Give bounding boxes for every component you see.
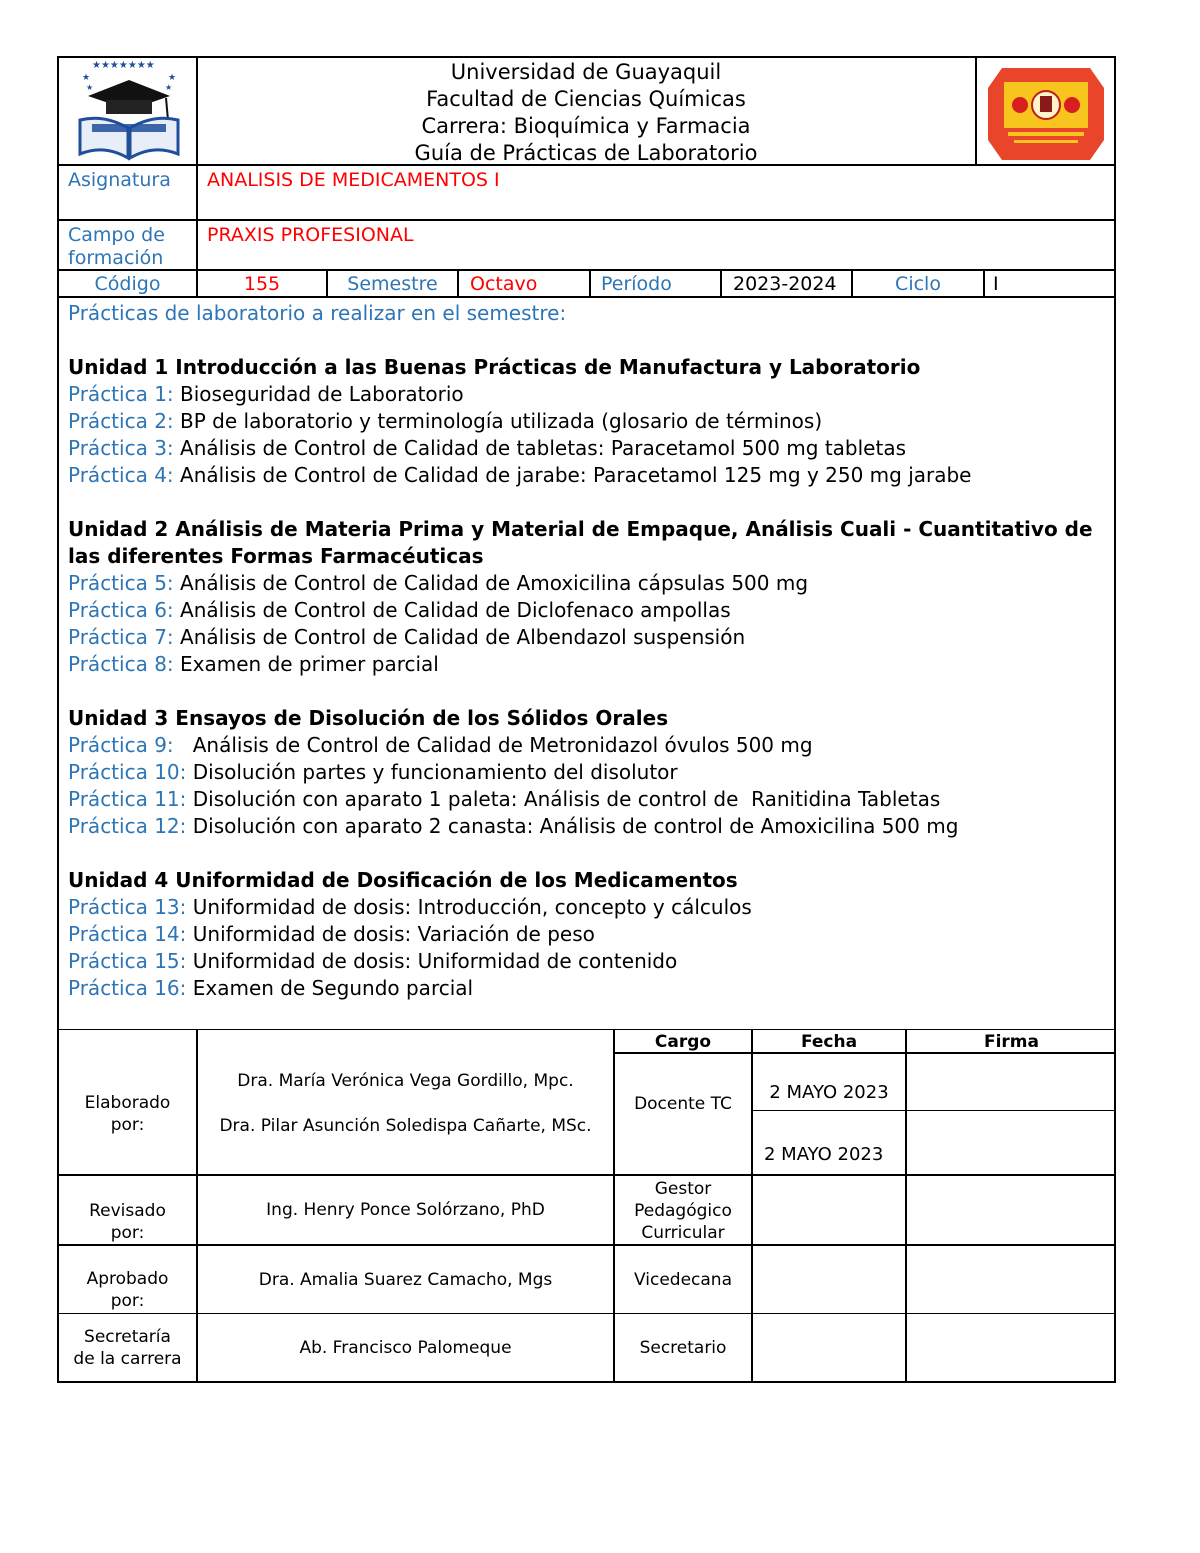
practice-text: Examen de primer parcial (173, 652, 439, 676)
list-item (68, 597, 1108, 624)
svg-text:★: ★ (82, 73, 91, 83)
revisado-cargo-line1: Gestor (654, 1179, 712, 1199)
list-item (68, 786, 1108, 813)
elaborado-label-line1: Elaborado (84, 1093, 171, 1113)
revisado-cargo (615, 1178, 751, 1244)
revisado-name: Ing. Henry Ponce Solórzano, PhD (266, 1200, 545, 1220)
practice-text: Análisis de Control de Calidad de Albendazol suspensión (173, 625, 746, 649)
practice-text: Examen de Segundo parcial (186, 976, 474, 1000)
practice-label: Práctica 13: (68, 895, 187, 919)
list-item (68, 732, 1108, 759)
practice-label: Práctica 3: (68, 436, 174, 460)
university-logo (70, 58, 188, 162)
practice-text: Uniformidad de dosis: Uniformidad de contenido (186, 949, 678, 973)
asignatura-bottom-rule (57, 219, 1116, 221)
svg-text:★: ★ (165, 83, 173, 92)
revisado-label-line2: por: (110, 1223, 145, 1243)
fecha-split-rule (751, 1110, 1116, 1111)
list-item (68, 462, 1108, 489)
practice-label: Práctica 4: (68, 463, 174, 487)
revisado-label (59, 1200, 196, 1244)
signoff-col-4 (905, 1029, 907, 1383)
list-item (68, 894, 1108, 921)
svg-text:★★★★★★★: ★★★★★★★ (92, 60, 155, 71)
aprobado-label (59, 1268, 196, 1312)
list-item (68, 570, 1108, 597)
faculty-logo (986, 68, 1106, 160)
practice-text: Disolución con aparato 2 canasta: Análisis de control de Amoxicilina 500 mg (186, 814, 959, 838)
col-header-fecha: Fecha (800, 1031, 858, 1052)
campo-label-line2: formación (68, 247, 164, 269)
codigo-divider-3 (589, 270, 591, 298)
list-item (68, 381, 1108, 408)
unit-2-heading-line1: Unidad 2 Análisis de Materia Prima y Material de Empaque, Análisis Cuali - Cuantitativo de (68, 517, 1093, 541)
codigo-value: 155 (243, 273, 281, 295)
list-item (68, 408, 1108, 435)
list-item (68, 975, 1108, 1002)
practice-label: Práctica 14: (68, 922, 187, 946)
revisado-cargo-line3: Curricular (641, 1223, 725, 1243)
practice-label: Práctica 12: (68, 814, 187, 838)
secretaria-label (59, 1326, 196, 1370)
practice-label: Práctica 6: (68, 598, 174, 622)
practices-intro: Prácticas de laboratorio a realizar en el semestre: (68, 301, 567, 325)
practice-label: Práctica 10: (68, 760, 187, 784)
practice-label: Práctica 1: (68, 382, 174, 406)
elaborado-names (198, 1070, 613, 1137)
elaborado-fecha-2: 2 MAYO 2023 (764, 1144, 884, 1165)
secretaria-label-line1: Secretaría (84, 1327, 171, 1347)
codigo-divider-2 (457, 270, 459, 298)
asignatura-label: Asignatura (68, 169, 171, 191)
unit-1-heading: Unidad 1 Introducción a las Buenas Prácticas de Manufactura y Laboratorio (68, 355, 921, 379)
elaborado-cargo: Docente TC (634, 1094, 732, 1114)
practice-label: Práctica 15: (68, 949, 187, 973)
header-divider-right (975, 56, 977, 166)
practice-label: Práctica 2: (68, 409, 174, 433)
list-item (68, 759, 1108, 786)
asignatura-value: ANALISIS DE MEDICAMENTOS I (207, 169, 500, 191)
elaborado-fecha-1: 2 MAYO 2023 (769, 1082, 889, 1103)
campo-label-line1: Campo de (68, 224, 165, 246)
col-header-firma: Firma (983, 1031, 1039, 1052)
revisado-cargo-line2: Pedagógico (634, 1201, 732, 1221)
elaborado-label-line2: por: (110, 1115, 145, 1135)
university-name: Universidad de Guayaquil (450, 60, 722, 84)
faculty-name: Facultad de Ciencias Químicas (426, 87, 746, 111)
practices-section (68, 300, 1108, 1002)
practice-text: Uniformidad de dosis: Introducción, concepto y cálculos (186, 895, 752, 919)
col-header-cargo: Cargo (654, 1031, 712, 1052)
guide-title: Guía de Prácticas de Laboratorio (414, 141, 758, 165)
secretaria-name: Ab. Francisco Palomeque (299, 1338, 512, 1358)
ciclo-value: I (993, 273, 999, 295)
list-item (68, 624, 1108, 651)
elaborado-name-1: Dra. María Verónica Vega Gordillo, Mpc. (237, 1071, 574, 1091)
practice-text: Análisis de Control de Calidad de tabletas: Paracetamol 500 mg tabletas (173, 436, 906, 460)
elaborado-label (59, 1092, 196, 1136)
practice-text: BP de laboratorio y terminología utilizada (glosario de términos) (173, 409, 823, 433)
practice-label: Práctica 16: (68, 976, 187, 1000)
list-item (68, 813, 1108, 840)
codigo-label: Código (94, 273, 161, 295)
list-item (68, 921, 1108, 948)
practice-text: Disolución partes y funcionamiento del disolutor (186, 760, 678, 784)
unit-4-heading: Unidad 4 Uniformidad de Dosificación de los Medicamentos (68, 868, 738, 892)
practice-text: Análisis de Control de Calidad de jarabe: Paracetamol 125 mg y 250 mg jarabe (173, 463, 972, 487)
practice-text: Disolución con aparato 1 paleta: Análisis de control de Ranitidina Tabletas (186, 787, 941, 811)
practice-label: Práctica 5: (68, 571, 174, 595)
practice-label: Práctica 9: (68, 733, 174, 757)
campo-value: PRAXIS PROFESIONAL (207, 224, 414, 246)
campo-bottom-rule (57, 269, 1116, 271)
codigo-divider-6 (983, 270, 985, 298)
revisado-label-line1: Revisado (89, 1201, 166, 1221)
codigo-bottom-rule (57, 296, 1116, 298)
practice-label: Práctica 7: (68, 625, 174, 649)
career-name: Carrera: Bioquímica y Farmacia (421, 114, 751, 138)
unit-3-heading: Unidad 3 Ensayos de Disolución de los Sólidos Orales (68, 706, 669, 730)
svg-text:★: ★ (168, 73, 177, 83)
practice-label: Práctica 11: (68, 787, 187, 811)
practice-label: Práctica 8: (68, 652, 174, 676)
ciclo-label: Ciclo (895, 273, 941, 295)
practice-text: Uniformidad de dosis: Variación de peso (186, 922, 595, 946)
aprobado-cargo: Vicedecana (634, 1269, 732, 1290)
secretaria-label-line2: de la carrera (73, 1349, 182, 1369)
secretaria-cargo: Secretario (639, 1338, 727, 1358)
periodo-label: Período (601, 273, 672, 295)
periodo-value: 2023-2024 (733, 273, 837, 295)
unit-2-heading-line2: las diferentes Formas Farmacéuticas (68, 544, 484, 568)
practice-text: Análisis de Control de Calidad de Amoxicilina cápsulas 500 mg (173, 571, 809, 595)
list-item (68, 948, 1108, 975)
aprobado-label-line1: Aprobado (86, 1269, 169, 1289)
list-item (68, 651, 1108, 678)
aprobado-name: Dra. Amalia Suarez Camacho, Mgs (258, 1269, 553, 1290)
list-item (68, 435, 1108, 462)
practice-text: Bioseguridad de Laboratorio (173, 382, 464, 406)
aprobado-label-line2: por: (110, 1291, 145, 1311)
practice-text: Análisis de Control de Calidad de Metronidazol óvulos 500 mg (173, 733, 813, 757)
codigo-divider-4 (720, 270, 722, 298)
semestre-label: Semestre (347, 273, 438, 295)
elaborado-name-2: Dra. Pilar Asunción Soledispa Cañarte, MSc. (219, 1116, 592, 1136)
semestre-value: Octavo (470, 273, 538, 295)
svg-text:★: ★ (86, 83, 94, 92)
practice-text: Análisis de Control de Calidad de Diclofenaco ampollas (173, 598, 731, 622)
